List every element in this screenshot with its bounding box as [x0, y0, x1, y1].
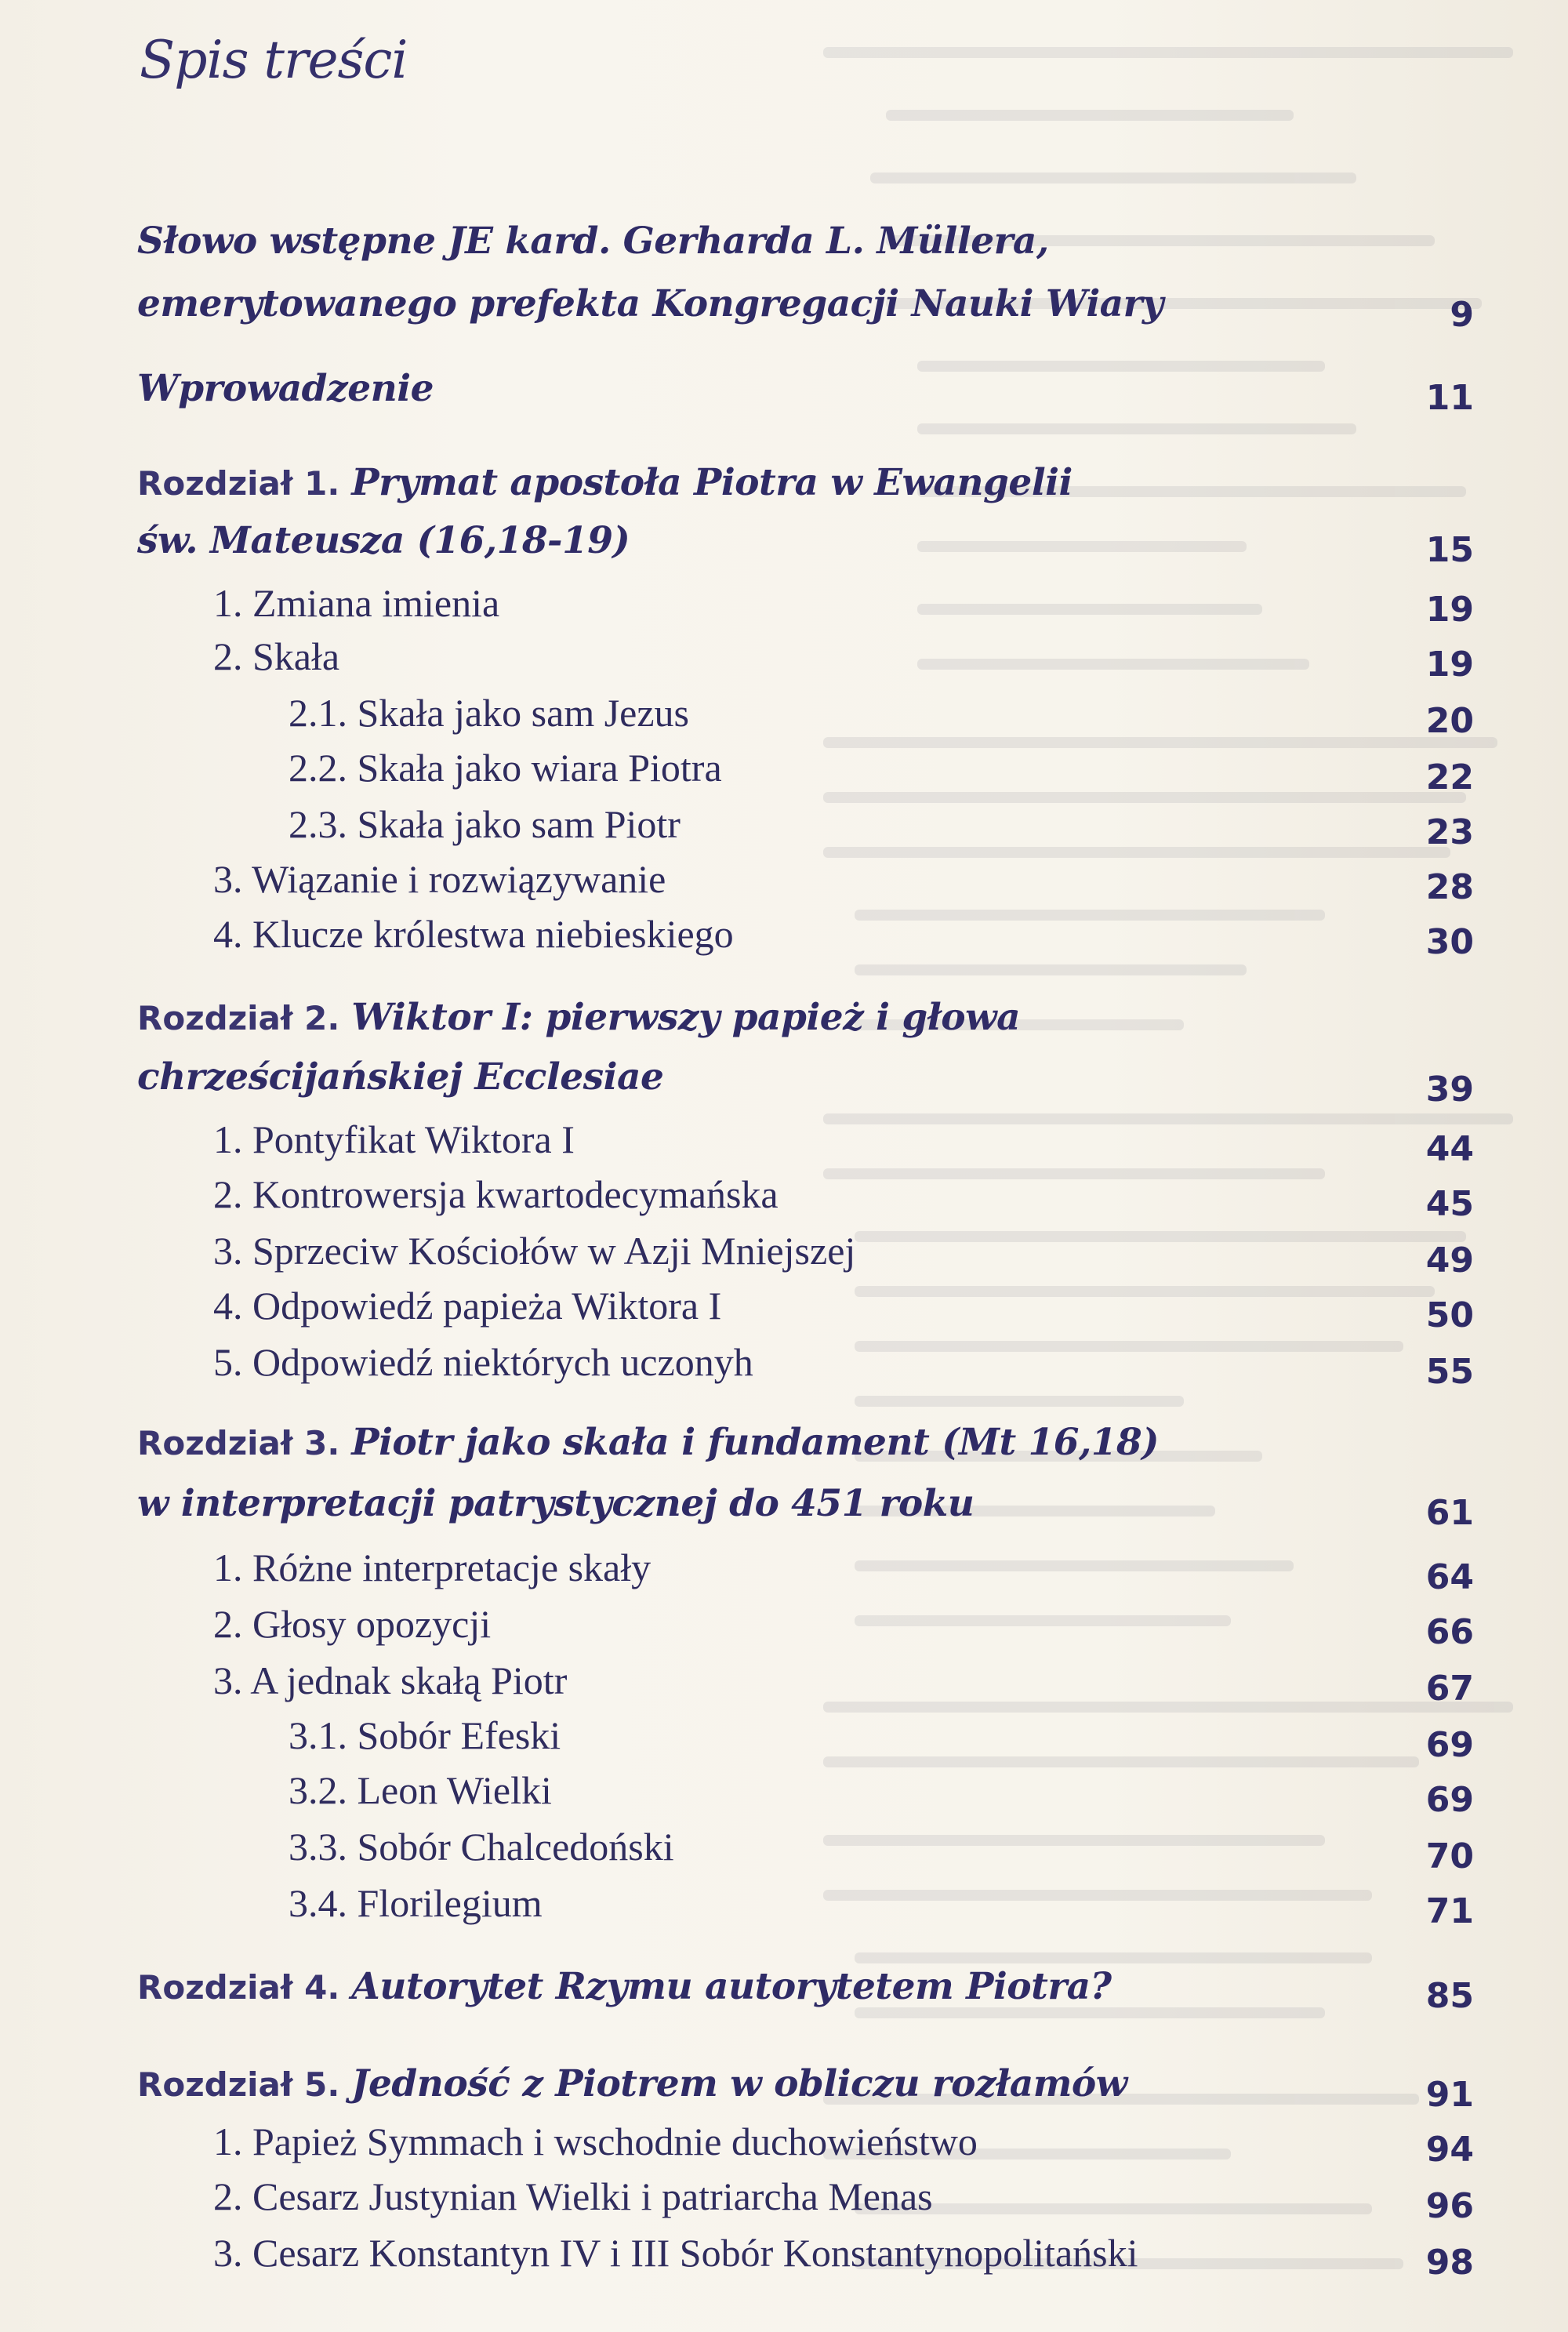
- entry-title-line-1: Wprowadzenie: [137, 367, 434, 410]
- page-number: 69: [1425, 1780, 1474, 1820]
- page-number: 23: [1425, 812, 1474, 852]
- entry-title-line-1: [137, 461, 1073, 504]
- page-number: 39: [1425, 1070, 1474, 1110]
- page-number: 85: [1425, 1976, 1474, 2016]
- entry-title-line-1: [137, 1965, 1112, 2008]
- page-title: Spis treści: [140, 30, 408, 90]
- page-number: 71: [1425, 1891, 1474, 1931]
- chapter-title: Jedność z Piotrem w obliczu rozłamów: [351, 2062, 1127, 2105]
- section-title: 1. Pontyfikat Wiktora I: [213, 1117, 575, 1161]
- page-number: 20: [1425, 701, 1474, 741]
- section-title: 2. Kontrowersja kwartodecymańska: [213, 1172, 779, 1216]
- entry-title-line-1: Słowo wstępne JE kard. Gerharda L. Müllera,: [137, 220, 1049, 263]
- section-title: 3.2. Leon Wielki: [289, 1768, 552, 1812]
- section-title: 3.3. Sobór Chalcedoński: [289, 1825, 674, 1869]
- section-title: 2.1. Skała jako sam Jezus: [289, 691, 690, 735]
- section-title: 2.2. Skała jako wiara Piotra: [289, 746, 722, 790]
- entry-title-line-1: [137, 996, 1020, 1039]
- section-title: 2. Skała: [213, 634, 340, 678]
- page-number: 11: [1425, 378, 1474, 418]
- entry-title-line-2: chrześcijańskiej Ecclesiae: [137, 1055, 664, 1099]
- chapter-title: Wiktor I: pierwszy papież i głowa: [351, 996, 1021, 1039]
- chapter-label: Rozdział 2.: [137, 999, 340, 1037]
- section-title: 2. Głosy opozycji: [213, 1602, 492, 1646]
- section-title: 4. Klucze królestwa niebieskiego: [213, 912, 734, 956]
- page-number: 61: [1425, 1493, 1474, 1533]
- entry-title-line-1: [137, 2062, 1127, 2105]
- section-title: 4. Odpowiedź papieża Wiktora I: [213, 1284, 722, 1328]
- section-title: 3. A jednak skałą Piotr: [213, 1658, 568, 1702]
- page-number: 96: [1425, 2186, 1474, 2226]
- chapter-label: Rozdział 3.: [137, 1424, 340, 1462]
- page-number: 19: [1425, 645, 1474, 685]
- chapter-label: Rozdział 5.: [137, 2065, 340, 2104]
- entry-title-line-2: w interpretacji patrystycznej do 451 roku: [137, 1482, 975, 1525]
- page-number: 64: [1425, 1557, 1474, 1597]
- entry-title-line-1: [137, 1421, 1159, 1464]
- page-number: 19: [1425, 590, 1474, 630]
- section-title: 3.1. Sobór Efeski: [289, 1713, 561, 1757]
- page-number: 44: [1425, 1129, 1474, 1169]
- page-number: 15: [1425, 530, 1474, 570]
- page-number: 66: [1425, 1612, 1474, 1652]
- page-number: 22: [1425, 757, 1474, 797]
- page-number: 67: [1425, 1669, 1474, 1709]
- section-title: 2. Cesarz Justynian Wielki i patriarcha Menas: [213, 2174, 933, 2218]
- section-title: 1. Zmiana imienia: [213, 581, 500, 625]
- section-title: 2.3. Skała jako sam Piotr: [289, 802, 681, 846]
- section-title: 1. Różne interpretacje skały: [213, 1546, 652, 1589]
- page-number: 55: [1425, 1352, 1474, 1392]
- entry-title-line-2: św. Mateusza (16,18-19): [137, 519, 630, 562]
- section-title: 5. Odpowiedź niektórych uczonyh: [213, 1340, 753, 1384]
- chapter-title: Autorytet Rzymu autorytetem Piotra?: [351, 1965, 1112, 2008]
- page-number: 91: [1425, 2075, 1474, 2115]
- section-title: 3. Cesarz Konstantyn IV i III Sobór Konstantynopolitański: [213, 2231, 1138, 2275]
- page-number: 70: [1425, 1836, 1474, 1876]
- page-number: 94: [1425, 2130, 1474, 2170]
- chapter-title: Piotr jako skała i fundament (Mt 16,18): [351, 1421, 1159, 1464]
- section-title: 1. Papież Symmach i wschodnie duchowieństwo: [213, 2120, 978, 2163]
- page-number: 50: [1425, 1295, 1474, 1335]
- page-number: 49: [1425, 1240, 1474, 1280]
- chapter-title: Prymat apostoła Piotra w Ewangelii: [351, 461, 1073, 504]
- section-title: 3.4. Florilegium: [289, 1881, 543, 1925]
- chapter-label: Rozdział 4.: [137, 1968, 340, 2007]
- page-number: 30: [1425, 922, 1474, 962]
- page-number: 98: [1425, 2243, 1474, 2283]
- page-number: 9: [1450, 295, 1474, 335]
- section-title: 3. Sprzeciw Kościołów w Azji Mniejszej: [213, 1229, 856, 1273]
- page-number: 69: [1425, 1725, 1474, 1765]
- page-number: 45: [1425, 1184, 1474, 1224]
- page-number: 28: [1425, 867, 1474, 907]
- entry-title-line-2: emerytowanego prefekta Kongregacji Nauki Wiary: [137, 282, 1163, 325]
- chapter-label: Rozdział 1.: [137, 464, 340, 503]
- section-title: 3. Wiązanie i rozwiązywanie: [213, 857, 666, 901]
